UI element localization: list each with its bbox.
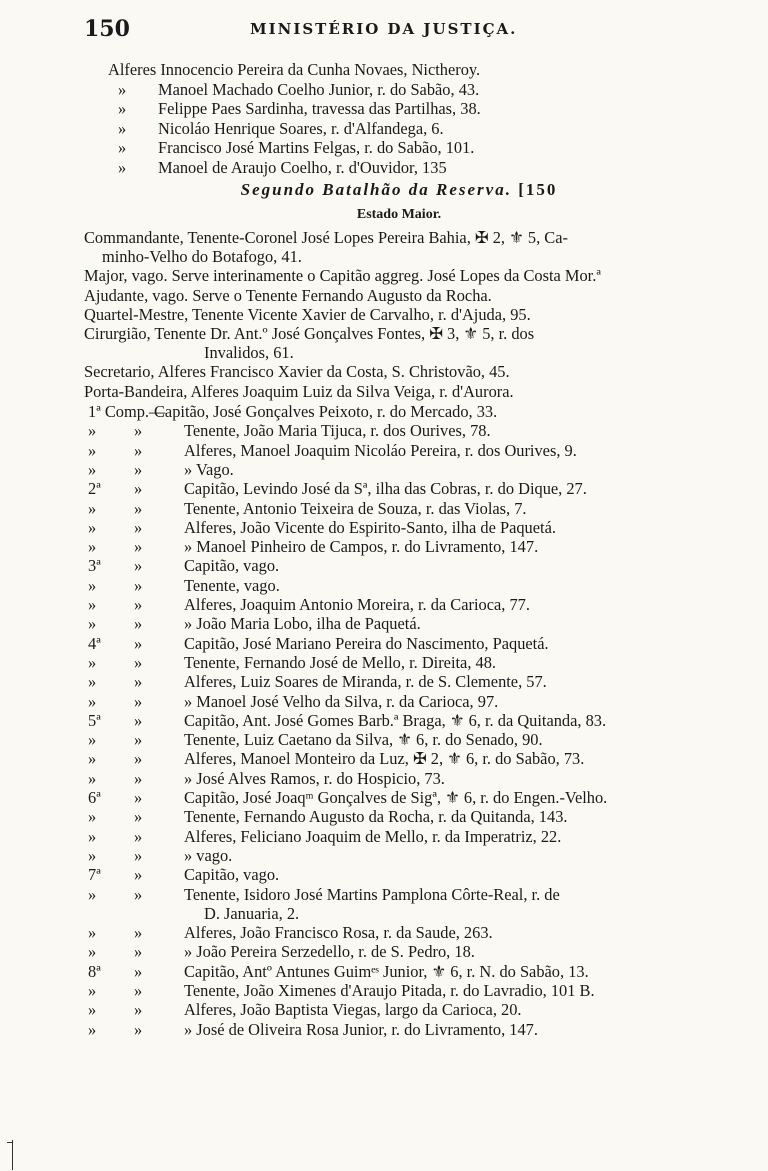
entry-text: Porta-Bandeira, Alferes Joaquim Luiz da Silva Veiga, r. d'Aurora. — [84, 381, 514, 401]
company-number: » — [88, 614, 97, 634]
company-entry — [84, 769, 714, 789]
running-title: MINISTÉRIO DA JUSTIÇA. — [250, 20, 518, 38]
entry-text: Nicoláo Henrique Soares, r. d'Alfandega, 6. — [158, 118, 444, 138]
company-entry — [84, 518, 714, 538]
company-entry — [84, 556, 714, 576]
staff-entry — [84, 324, 714, 344]
company-number: » — [88, 595, 97, 614]
company-entry — [84, 653, 714, 673]
ditto-mark: » — [134, 479, 143, 499]
company-entry — [84, 1020, 714, 1040]
company-entry — [84, 692, 714, 712]
company-number: 3ª — [88, 556, 101, 576]
entry-text: Invalidos, 61. — [204, 343, 294, 363]
company-number: » — [88, 923, 97, 943]
company-number: » — [88, 517, 97, 537]
ditto-mark: » — [118, 79, 127, 99]
staff-entry — [84, 382, 714, 402]
ditto-mark: » — [134, 865, 143, 885]
entry-text: Capitão, vago. — [184, 865, 280, 885]
ditto-mark: » — [134, 595, 143, 614]
company-number: 7ª — [88, 865, 101, 885]
page-number: 150 — [84, 16, 130, 42]
entry-text: Alferes, João Vicente do Espirito-Santo, ilha de Paquetá. — [184, 517, 556, 537]
entry-text: Alferes, Manoel Joaquim Nicoláo Pereira, r. dos Ourives, 9. — [184, 440, 577, 460]
list-entry — [84, 158, 714, 178]
ditto-mark: » — [134, 826, 143, 846]
entry-text: Manoel Machado Coelho Junior, r. do Sabão, 43. — [158, 79, 480, 99]
company-number: » — [88, 768, 97, 788]
entry-text: Alferes Innocencio Pereira da Cunha Novaes, Nictheroy. — [108, 60, 481, 79]
entry-text: » João Pereira Serzedello, r. de S. Pedro, 18. — [184, 942, 475, 962]
ditto-mark: » — [134, 691, 143, 711]
staff-entry — [84, 228, 714, 248]
entry-text: Tenente, Fernando José de Mello, r. Direita, 48. — [184, 652, 497, 672]
company-number: » — [88, 884, 97, 904]
ditto-mark: » — [134, 710, 143, 730]
company-entry — [84, 614, 714, 634]
ditto-mark: » — [134, 440, 143, 460]
entry-text: Major, vago. Serve interinamente o Capitão aggreg. José Lopes da Costa Mor.ª — [84, 266, 601, 286]
entry-text: Alferes, João Francisco Rosa, r. da Saude, 263. — [184, 923, 493, 943]
entry-text: Commandante, Tenente-Coronel José Lopes Pereira Bahia, ✠ 2, ⚜ 5, Ca- — [84, 228, 568, 247]
company-number: » — [88, 652, 97, 672]
staff-entry — [84, 343, 714, 363]
entry-text: Capitão, José Mariano Pereira do Nascimento, Paquetá. — [184, 633, 549, 653]
entry-text: Ajudante, vago. Serve o Tenente Fernando Augusto da Rocha. — [84, 285, 492, 305]
company-number: » — [88, 807, 97, 827]
company-number: 2ª — [88, 479, 101, 499]
company-number: » — [88, 942, 97, 962]
ditto-mark: » — [134, 633, 143, 653]
company-entry — [84, 402, 714, 422]
company-entry — [84, 962, 714, 982]
entry-text: » José Alves Ramos, r. do Hospicio, 73. — [184, 768, 445, 788]
staff-entry — [84, 266, 714, 286]
ditto-mark: » — [134, 1019, 143, 1039]
entry-text: Francisco José Martins Felgas, r. do Sabão, 101. — [158, 138, 475, 157]
section-title: Segundo Batalhão da Reserva. [150 — [240, 180, 558, 199]
entry-text: Tenente, Fernando Augusto da Rocha, r. da Quitanda, 143. — [184, 807, 568, 827]
company-number: 6ª — [88, 788, 101, 807]
company-number: 8ª — [88, 961, 101, 981]
company-entry — [84, 942, 714, 962]
entry-text: Capitão, José Gonçalves Peixoto, r. do Mercado, 33. — [154, 402, 498, 421]
staff-entry — [84, 362, 714, 382]
company-entry — [84, 711, 714, 731]
staff-entry — [84, 305, 714, 325]
company-number: » — [88, 575, 97, 595]
ditto-mark: » — [134, 1000, 143, 1020]
ditto-mark: » — [134, 807, 143, 827]
entry-text: Secretario, Alferes Francisco Xavier da Costa, S. Christovão, 45. — [84, 362, 510, 382]
entry-text: Capitão, José Joaqᵐ Gonçalves de Sigª, ⚜ 6, r. do Engen.-Velho. — [184, 788, 608, 807]
ditto-mark: » — [134, 498, 143, 518]
entry-text: Alferes, Luiz Soares de Miranda, r. de S. Clemente, 57. — [184, 672, 547, 692]
ditto-mark: » — [134, 923, 143, 943]
company-number: » — [88, 981, 97, 1000]
company-entry — [84, 499, 714, 519]
ditto-mark: » — [134, 517, 143, 537]
company-entry — [84, 904, 714, 924]
company-entry — [84, 827, 714, 847]
entry-text: Capitão, Antº Antunes Guimᵉˢ Junior, ⚜ 6, r. N. do Sabão, 13. — [184, 961, 589, 981]
entry-text: Quartel-Mestre, Tenente Vicente Xavier de Carvalho, r. d'Ajuda, 95. — [84, 304, 531, 324]
company-entry — [84, 576, 714, 596]
ditto-mark: » — [134, 421, 143, 441]
company-entry — [84, 865, 714, 885]
list-entry — [84, 60, 714, 80]
company-number: » — [88, 459, 97, 479]
list-entry — [84, 80, 714, 100]
entry-text: » João Maria Lobo, ilha de Paquetá. — [184, 614, 421, 634]
company-number: » — [88, 749, 97, 769]
company-number: » — [88, 730, 97, 750]
ditto-mark: » — [118, 99, 127, 118]
ditto-mark: » — [134, 768, 143, 788]
entry-text: Tenente, vago. — [184, 575, 280, 595]
list-entry — [84, 138, 714, 158]
company-entry — [84, 634, 714, 654]
entry-text: » vago. — [184, 845, 233, 865]
entry-text: Capitão, Levindo José da Sª, ilha das Cobras, r. do Dique, 27. — [184, 479, 587, 499]
entry-text: Capitão, vago. — [184, 556, 280, 576]
company-entry — [84, 595, 714, 615]
section-subtitle: Estado Maior. — [356, 207, 442, 222]
ditto-mark: » — [134, 575, 143, 595]
entry-text: Alferes, Feliciano Joaquim de Mello, r. da Imperatriz, 22. — [184, 826, 562, 846]
ditto-mark: » — [134, 730, 143, 750]
ditto-mark: » — [134, 845, 143, 865]
entry-text: » Vago. — [184, 459, 234, 479]
entry-text: minho-Velho do Botafogo, 41. — [102, 247, 302, 267]
company-entry — [84, 923, 714, 943]
company-number: » — [88, 1019, 97, 1039]
ditto-mark: » — [134, 459, 143, 479]
ditto-mark: » — [134, 788, 143, 807]
ditto-mark: » — [134, 614, 143, 634]
entry-text: Alferes, Manoel Monteiro da Luz, ✠ 2, ⚜ 6, r. do Sabão, 73. — [184, 749, 585, 769]
page-margin-mark — [12, 1140, 15, 1170]
ditto-mark: » — [118, 118, 127, 138]
company-number: » — [88, 537, 97, 557]
ditto-mark: » — [134, 652, 143, 672]
company-number: 5ª — [88, 710, 101, 730]
company-number: » — [88, 498, 97, 518]
company-entry — [84, 421, 714, 441]
list-entry — [84, 119, 714, 139]
company-entry — [84, 981, 714, 1001]
entry-text: Tenente, João Maria Tijuca, r. dos Ourives, 78. — [184, 421, 491, 441]
company-number: 1ª Comp.— — [88, 402, 166, 421]
staff-entry — [84, 286, 714, 306]
company-entry — [84, 672, 714, 692]
entry-text: Manoel de Araujo Coelho, r. d'Ouvidor, 135 — [158, 157, 447, 177]
company-entry — [84, 807, 714, 827]
company-entry — [84, 846, 714, 866]
ditto-mark: » — [118, 157, 127, 177]
company-number: » — [88, 826, 97, 846]
company-entry — [84, 441, 714, 461]
ditto-mark: » — [134, 537, 143, 557]
company-entry — [84, 788, 714, 808]
company-entry — [84, 1000, 714, 1020]
ditto-mark: » — [134, 961, 143, 981]
ditto-mark: » — [134, 672, 143, 692]
staff-entry — [84, 247, 714, 267]
ditto-mark: » — [134, 981, 143, 1000]
company-entry — [84, 479, 714, 499]
ditto-mark: » — [134, 884, 143, 904]
entry-text: Capitão, Ant. José Gomes Barb.ª Braga, ⚜ 6, r. da Quitanda, 83. — [184, 710, 607, 730]
entry-text: Tenente, Luiz Caetano da Silva, ⚜ 6, r. do Senado, 90. — [184, 730, 543, 750]
company-entry — [84, 749, 714, 769]
company-entry — [84, 537, 714, 557]
company-number: » — [88, 845, 97, 865]
ditto-mark: » — [134, 942, 143, 962]
entry-text: Tenente, João Ximenes d'Araujo Pitada, r. do Lavradio, 101 B. — [184, 981, 595, 1000]
entry-text: Alferes, Joaquim Antonio Moreira, r. da Carioca, 77. — [184, 595, 530, 614]
ditto-mark: » — [134, 749, 143, 769]
company-number: » — [88, 672, 97, 692]
list-entry — [84, 99, 714, 119]
company-entry — [84, 730, 714, 750]
company-number: » — [88, 1000, 97, 1020]
company-entry — [84, 885, 714, 905]
entry-text: D. Januaria, 2. — [204, 903, 300, 923]
entry-text: Tenente, Isidoro José Martins Pamplona Côrte-Real, r. de — [184, 884, 560, 904]
entry-text: Felippe Paes Sardinha, travessa das Partilhas, 38. — [158, 99, 481, 118]
entry-text: Tenente, Antonio Teixeira de Souza, r. das Violas, 7. — [184, 498, 527, 518]
ditto-mark: » — [134, 556, 143, 576]
company-number: » — [88, 691, 97, 711]
entry-text: Cirurgião, Tenente Dr. Ant.º José Gonçalves Fontes, ✠ 3, ⚜ 5, r. dos — [84, 324, 535, 343]
ditto-mark: » — [118, 138, 127, 157]
company-number: » — [88, 440, 97, 460]
entry-text: » Manoel Pinheiro de Campos, r. do Livramento, 147. — [184, 537, 539, 557]
entry-text: Alferes, João Baptista Viegas, largo da Carioca, 20. — [184, 1000, 522, 1020]
company-number: » — [88, 421, 97, 441]
entry-text: » Manoel José Velho da Silva, r. da Carioca, 97. — [184, 691, 499, 711]
page-header — [0, 16, 768, 44]
company-entry — [84, 460, 714, 480]
company-number: 4ª — [88, 633, 101, 653]
entry-text: » José de Oliveira Rosa Junior, r. do Livramento, 147. — [184, 1019, 538, 1039]
